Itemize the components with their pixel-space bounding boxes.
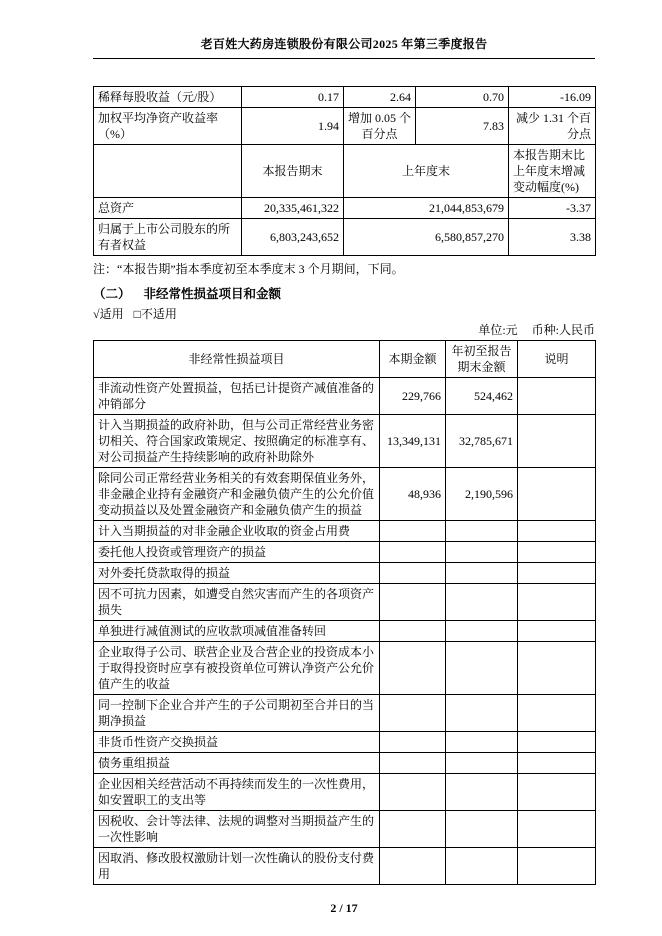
- section-title: 非经常性损益项目和金额: [143, 287, 282, 301]
- item-cell: 企业因相关经营活动不再持续而发生的一次性费用，如安置职工的支出等: [94, 774, 380, 811]
- note-cell: [518, 753, 596, 774]
- item-cell: 计入当期损益的对非金融企业收取的资金占用费: [94, 521, 380, 542]
- nonrecurring-row: [94, 584, 596, 621]
- item-cell: 计入当期损益的政府补助，但与公司正常经营业务密切相关、符合国家政策规定、按照确定的标准享有、对公司损益产生持续影响的政府补助除外: [94, 415, 380, 468]
- applicability-line: [93, 307, 595, 322]
- metric-value: 6,803,243,652: [242, 219, 344, 256]
- ytd-amount-cell: [446, 848, 518, 885]
- item-cell: 委托他人投资或管理资产的损益: [94, 542, 380, 563]
- note-cell: [518, 542, 596, 563]
- current-amount-cell: [380, 584, 446, 621]
- current-amount-cell: [380, 563, 446, 584]
- metric-value: 0.17: [242, 87, 344, 108]
- nonrecurring-items-table: [93, 340, 596, 885]
- ytd-amount-cell: [446, 542, 518, 563]
- item-cell: 对外委托贷款取得的损益: [94, 563, 380, 584]
- nonrecurring-row: [94, 521, 596, 542]
- currency-label: 币种:人民币: [531, 323, 595, 337]
- column-header-change-pct: 本报告期末比上年度末增减变动幅度(%): [509, 145, 596, 198]
- report-period-note: 注：“本报告期”指本季度初至本季度末 3 个月期间，下同。: [93, 262, 404, 276]
- document-header-title: 老百姓大药房连锁股份有限公司2025 年第三季度报告: [93, 35, 595, 59]
- column-header-current-period-end: 本报告期末: [242, 145, 344, 198]
- section-number: （二）: [93, 287, 131, 301]
- section-heading: [93, 286, 595, 302]
- ytd-amount-cell: 2,190,596: [446, 468, 518, 521]
- content-column: [93, 0, 595, 916]
- nonrecurring-row: [94, 415, 596, 468]
- metric-label: 归属于上市公司股东的所有者权益: [94, 219, 242, 256]
- metric-value: 1.94: [242, 108, 344, 145]
- item-cell: 除同公司正常经营业务相关的有效套期保值业务外，非金融企业持有金融资产和金融负债产生的公允价值变动损益以及处置金融资产和金融负债产生的损益: [94, 468, 380, 521]
- ytd-amount-cell: [446, 584, 518, 621]
- metric-label: 加权平均净资产收益率（%）: [94, 108, 242, 145]
- ytd-amount-cell: [446, 732, 518, 753]
- not-applicable-checkbox-icon: □: [133, 307, 141, 321]
- table-row: [94, 219, 596, 256]
- current-amount-cell: [380, 521, 446, 542]
- nonrecurring-row: [94, 563, 596, 584]
- ytd-amount-cell: [446, 695, 518, 732]
- table-header-row: [94, 145, 596, 198]
- item-cell: 单独进行减值测试的应收款项减值准备转回: [94, 621, 380, 642]
- item-cell: 因取消、修改股权激励计划一次性确认的股份支付费用: [94, 848, 380, 885]
- current-amount-cell: [380, 774, 446, 811]
- metric-value: 6,580,857,270: [344, 219, 509, 256]
- table-header-row: [94, 341, 596, 378]
- current-amount-cell: [380, 848, 446, 885]
- note-cell: [518, 584, 596, 621]
- ytd-amount-cell: 524,462: [446, 378, 518, 415]
- column-header-note: 说明: [518, 341, 596, 378]
- nonrecurring-row: [94, 753, 596, 774]
- table-row: [94, 108, 596, 145]
- ytd-amount-cell: [446, 753, 518, 774]
- column-header-prior-year-end: 上年度末: [344, 145, 509, 198]
- column-header-current-amount: 本期金额: [380, 341, 446, 378]
- nonrecurring-row: [94, 774, 596, 811]
- note-cell: [518, 378, 596, 415]
- nonrecurring-row: [94, 732, 596, 753]
- metric-value: -16.09: [509, 87, 596, 108]
- current-amount-cell: 229,766: [380, 378, 446, 415]
- ytd-amount-cell: [446, 621, 518, 642]
- current-amount-cell: 48,936: [380, 468, 446, 521]
- column-header-item: 非经常性损益项目: [94, 341, 380, 378]
- nonrecurring-row: [94, 695, 596, 732]
- note-cell: [518, 695, 596, 732]
- note-cell: [518, 774, 596, 811]
- metric-value: -3.37: [509, 198, 596, 219]
- ytd-amount-cell: [446, 642, 518, 695]
- nonrecurring-row: [94, 811, 596, 848]
- unit-label: 单位:元: [478, 323, 518, 337]
- note-cell: [518, 415, 596, 468]
- current-amount-cell: [380, 811, 446, 848]
- table-row: [94, 87, 596, 108]
- note-cell: [518, 642, 596, 695]
- note-cell: [518, 811, 596, 848]
- item-cell: 非货币性资产交换损益: [94, 732, 380, 753]
- metric-value: 20,335,461,322: [242, 198, 344, 219]
- applicable-check-icon: √: [93, 307, 100, 321]
- ytd-amount-cell: [446, 521, 518, 542]
- nonrecurring-row: [94, 542, 596, 563]
- ytd-amount-cell: 32,785,671: [446, 415, 518, 468]
- nonrecurring-row: [94, 468, 596, 521]
- item-cell: 企业取得子公司、联营企业及合营企业的投资成本小于取得投资时应享有被投资单位可辨认净资产公允价值产生的收益: [94, 642, 380, 695]
- note-cell: [518, 468, 596, 521]
- current-amount-cell: [380, 753, 446, 774]
- item-cell: 债务重组损益: [94, 753, 380, 774]
- note-cell: [518, 521, 596, 542]
- metric-label: 稀释每股收益（元/股）: [94, 87, 242, 108]
- current-amount-cell: [380, 542, 446, 563]
- note-cell: [518, 621, 596, 642]
- nonrecurring-row: [94, 642, 596, 695]
- metric-value: 3.38: [509, 219, 596, 256]
- metric-value: 7.83: [416, 108, 509, 145]
- item-cell: 因不可抗力因素，如遭受自然灾害而产生的各项资产损失: [94, 584, 380, 621]
- key-financials-table: [93, 86, 596, 256]
- ytd-amount-cell: [446, 811, 518, 848]
- nonrecurring-row: [94, 621, 596, 642]
- current-amount-cell: [380, 621, 446, 642]
- ytd-amount-cell: [446, 563, 518, 584]
- metric-value: 2.64: [344, 87, 416, 108]
- item-cell: 同一控制下企业合并产生的子公司期初至合并日的当期净损益: [94, 695, 380, 732]
- metric-value: 0.70: [416, 87, 509, 108]
- item-cell: 因税收、会计等法律、法规的调整对当期损益产生的一次性影响: [94, 811, 380, 848]
- note-cell: [518, 563, 596, 584]
- note-cell: [518, 732, 596, 753]
- empty-cell: [94, 145, 242, 198]
- current-amount-cell: [380, 642, 446, 695]
- current-amount-cell: 13,349,131: [380, 415, 446, 468]
- nonrecurring-row: [94, 378, 596, 415]
- applicable-label: 适用: [99, 307, 124, 321]
- note-cell: [518, 848, 596, 885]
- column-header-ytd-amount: 年初至报告期末金额: [446, 341, 518, 378]
- page-number: 2 / 17: [330, 901, 358, 915]
- ytd-amount-cell: [446, 774, 518, 811]
- metric-change-text: 减少 1.31 个百分点: [509, 108, 596, 145]
- table-row: [94, 198, 596, 219]
- unit-currency-line: [93, 323, 595, 338]
- nonrecurring-table-body: [94, 341, 596, 885]
- metric-change-text: 增加 0.05 个百分点: [344, 108, 416, 145]
- current-amount-cell: [380, 695, 446, 732]
- metric-label: 总资产: [94, 198, 242, 219]
- nonrecurring-row: [94, 848, 596, 885]
- not-applicable-label: 不适用: [140, 307, 177, 321]
- current-amount-cell: [380, 732, 446, 753]
- item-cell: 非流动性资产处置损益，包括已计提资产减值准备的冲销部分: [94, 378, 380, 415]
- metric-value: 21,044,853,679: [344, 198, 509, 219]
